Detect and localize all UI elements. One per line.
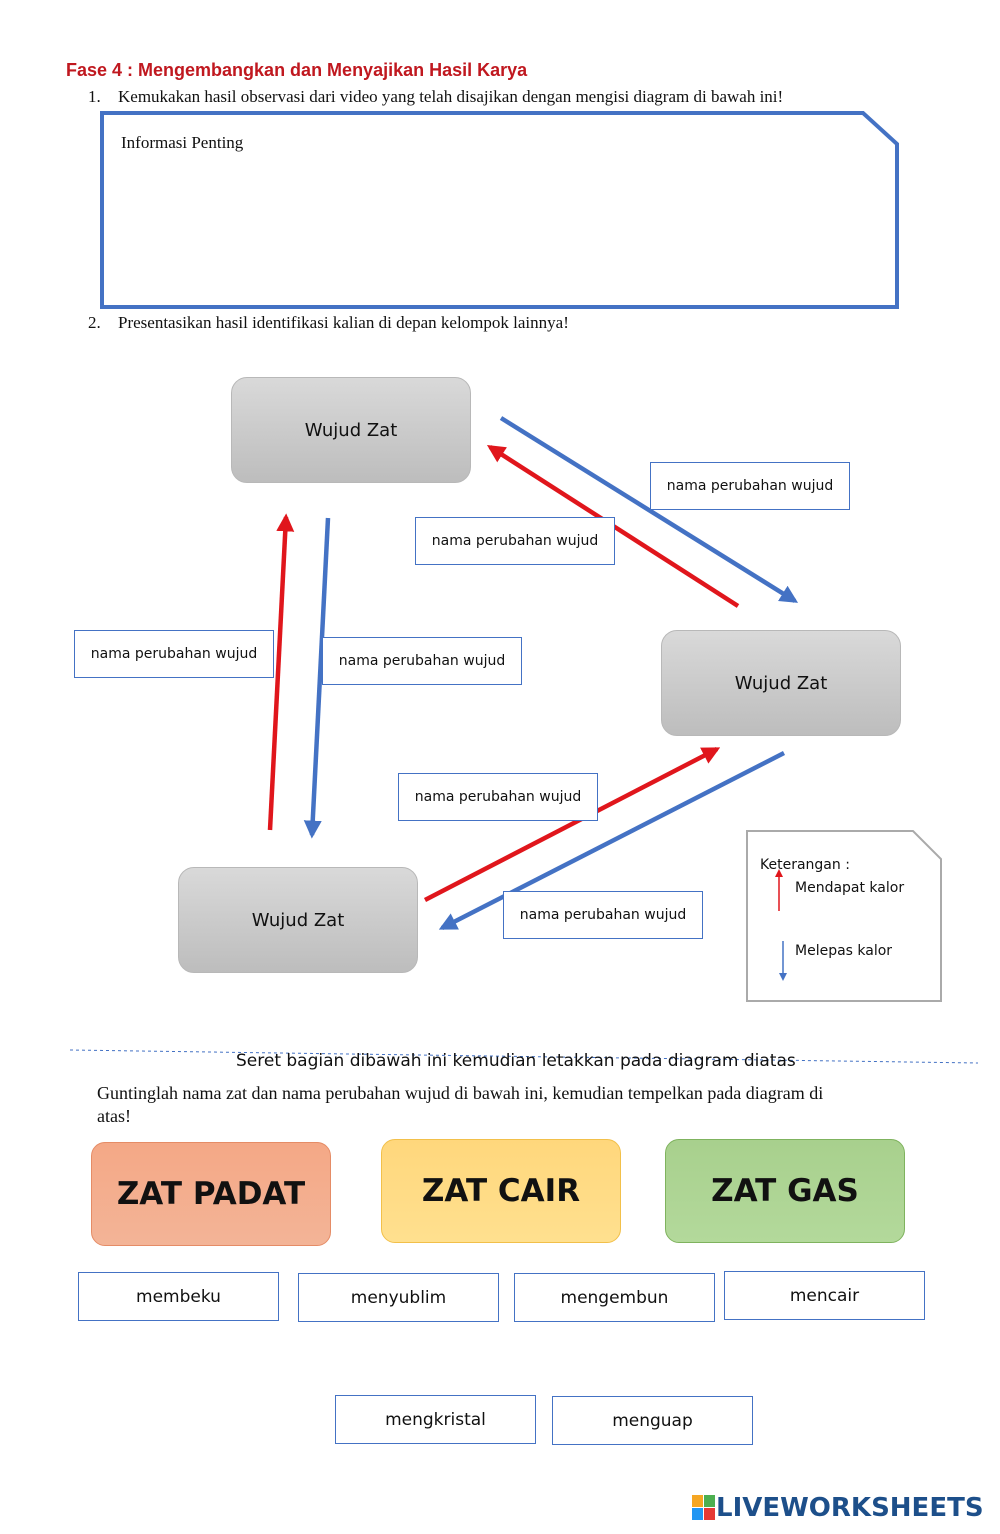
legend-release-label: Melepas kalor bbox=[795, 943, 893, 959]
phase-title: Fase 4 : Mengembangkan dan Menyajikan Hasil Karya bbox=[66, 60, 528, 80]
card-zat-gas[interactable]: ZAT GAS bbox=[665, 1139, 905, 1243]
word-card-membeku[interactable]: membeku bbox=[78, 1272, 279, 1321]
state-box-top: Wujud Zat bbox=[231, 377, 471, 483]
word-card-menyublim[interactable]: menyublim bbox=[298, 1273, 499, 1322]
info-panel-label: Informasi Penting bbox=[121, 133, 244, 152]
word-card-mencair[interactable]: mencair bbox=[724, 1271, 925, 1320]
instruction-number: 2. bbox=[88, 313, 101, 332]
word-card-mengkristal[interactable]: mengkristal bbox=[335, 1395, 536, 1444]
instruction-text: Kemukakan hasil observasi dari video yang telah disajikan dengan mengisi diagram di bawah ini! bbox=[118, 87, 784, 106]
legend-frame bbox=[745, 829, 943, 1003]
state-box-bottom: Wujud Zat bbox=[178, 867, 418, 973]
instruction-text: Presentasikan hasil identifikasi kalian di depan kelompok lainnya! bbox=[118, 313, 569, 332]
card-zat-padat[interactable]: ZAT PADAT bbox=[91, 1142, 331, 1246]
change-label-box[interactable]: nama perubahan wujud bbox=[398, 773, 598, 821]
instruction-number: 1. bbox=[88, 87, 101, 106]
brand-text: LIVEWORKSHEETS bbox=[716, 1493, 984, 1523]
legend-title: Keterangan : bbox=[760, 857, 850, 873]
change-label-box[interactable]: nama perubahan wujud bbox=[650, 462, 850, 510]
brand bbox=[692, 1493, 984, 1523]
cut-instruction: Guntinglah nama zat dan nama perubahan wujud di bawah ini, kemudian tempelkan pada diagram di atas! bbox=[97, 1083, 824, 1126]
legend-gain-label: Mendapat kalor bbox=[795, 880, 905, 896]
word-card-mengembun[interactable]: mengembun bbox=[514, 1273, 715, 1322]
change-label-box[interactable]: nama perubahan wujud bbox=[74, 630, 274, 678]
state-box-right: Wujud Zat bbox=[661, 630, 901, 736]
change-label-box[interactable]: nama perubahan wujud bbox=[322, 637, 522, 685]
change-label-box[interactable]: nama perubahan wujud bbox=[415, 517, 615, 565]
liveworksheets-logo-icon bbox=[692, 1495, 716, 1521]
drag-instruction: Seret bagian dibawah ini kemudian letakkan pada diagram diatas bbox=[236, 1051, 796, 1071]
card-zat-cair[interactable]: ZAT CAIR bbox=[381, 1139, 621, 1243]
word-card-menguap[interactable]: menguap bbox=[552, 1396, 753, 1445]
arrow-bottom-to-right bbox=[425, 749, 717, 900]
change-label-box[interactable]: nama perubahan wujud bbox=[503, 891, 703, 939]
